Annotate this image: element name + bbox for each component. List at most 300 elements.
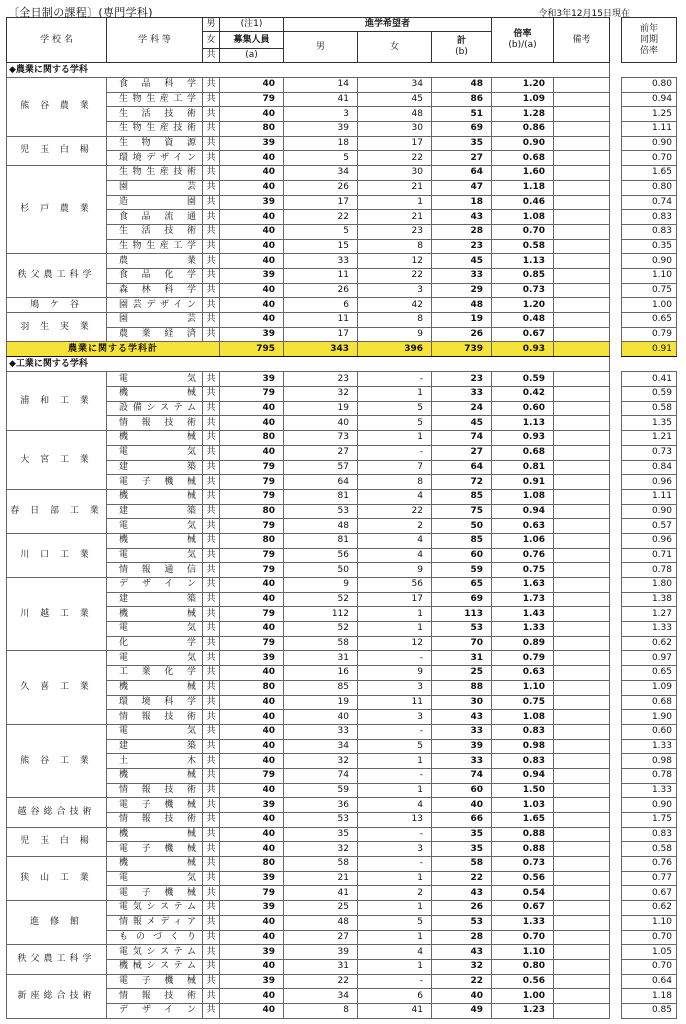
prev-ratio: 1.05 <box>622 945 677 960</box>
sex-type: 共 <box>203 195 220 210</box>
dept-name: 電気 <box>107 445 203 460</box>
total-count: 113 <box>432 607 492 622</box>
ratio-value: 1.06 <box>492 533 554 548</box>
ratio-value: 0.93 <box>492 431 554 446</box>
female-count: 42 <box>358 298 432 313</box>
ratio-value: 0.73 <box>492 283 554 298</box>
prev-ratio: 1.38 <box>622 592 677 607</box>
prev-row <box>622 901 677 916</box>
grand-total: 739 <box>432 342 492 357</box>
remarks-cell <box>554 210 610 225</box>
female-count: 2 <box>358 886 432 901</box>
capacity-value: 39 <box>220 195 284 210</box>
capacity-value: 40 <box>220 239 284 254</box>
total-count: 85 <box>432 489 492 504</box>
remarks-cell <box>554 78 610 93</box>
remarks-cell <box>554 563 610 578</box>
ratio-value: 0.94 <box>492 504 554 519</box>
capacity-value: 80 <box>220 504 284 519</box>
male-count: 27 <box>284 445 358 460</box>
capacity-value: 40 <box>220 78 284 93</box>
remarks-cell <box>554 372 610 387</box>
sex-type: 共 <box>203 989 220 1004</box>
ratio-value: 0.63 <box>492 519 554 534</box>
remarks-cell <box>554 739 610 754</box>
female-count: 9 <box>358 563 432 578</box>
ratio-value: 0.88 <box>492 827 554 842</box>
capacity-value: 39 <box>220 268 284 283</box>
prev-ratio: 0.85 <box>622 1003 677 1018</box>
table-row <box>7 901 610 916</box>
female-count: 1 <box>358 622 432 637</box>
prev-ratio: 0.90 <box>622 798 677 813</box>
prev-year-wrapper <box>621 17 677 1019</box>
table-row <box>7 136 610 151</box>
sex-type: 共 <box>203 578 220 593</box>
table-row <box>7 857 610 872</box>
female-count: 21 <box>358 180 432 195</box>
female-count: 41 <box>358 1003 432 1018</box>
female-count: 1 <box>358 387 432 402</box>
ratio-value: 1.43 <box>492 607 554 622</box>
school-name: 進 修 館 <box>7 901 107 945</box>
prev-ratio: 1.11 <box>622 122 677 137</box>
table-row <box>7 651 610 666</box>
sex-type: 共 <box>203 842 220 857</box>
male-count: 5 <box>284 224 358 239</box>
sex-type: 共 <box>203 710 220 725</box>
prev-ratio: 0.83 <box>622 210 677 225</box>
total-count: 32 <box>432 959 492 974</box>
dept-name: 情報通信 <box>107 563 203 578</box>
total-count: 45 <box>432 416 492 431</box>
remarks-cell <box>554 622 610 637</box>
sex-type: 共 <box>203 313 220 328</box>
prev-ratio: 0.96 <box>622 533 677 548</box>
male-count: 57 <box>284 460 358 475</box>
school-name: 羽 生 実 業 <box>7 313 107 342</box>
total-count: 75 <box>432 504 492 519</box>
prev-ratio: 1.90 <box>622 710 677 725</box>
total-count: 43 <box>432 886 492 901</box>
report-date: 令和3年12月15日現在 <box>538 9 630 19</box>
dept-name: 生物生産工学 <box>107 239 203 254</box>
prev-ratio: 0.62 <box>622 636 677 651</box>
total-count: 65 <box>432 578 492 593</box>
total-count: 30 <box>432 695 492 710</box>
sex-type: 共 <box>203 827 220 842</box>
remarks-cell <box>554 1003 610 1018</box>
total-count: 26 <box>432 901 492 916</box>
section-row <box>7 63 610 78</box>
male-count: 31 <box>284 959 358 974</box>
sex-type: 共 <box>203 431 220 446</box>
male-count: 81 <box>284 489 358 504</box>
male-count: 58 <box>284 857 358 872</box>
total-count: 31 <box>432 651 492 666</box>
prev-row <box>622 224 677 239</box>
female-count: 22 <box>358 268 432 283</box>
capacity-value: 79 <box>220 460 284 475</box>
remarks-cell <box>554 298 610 313</box>
remarks-cell <box>554 224 610 239</box>
dept-name: 機械 <box>107 489 203 504</box>
dept-name: 機械 <box>107 827 203 842</box>
prev-spacer-cell <box>622 63 677 78</box>
remarks-cell <box>554 959 610 974</box>
sex-type: 共 <box>203 739 220 754</box>
female-count: 7 <box>358 460 432 475</box>
total-count: 40 <box>432 798 492 813</box>
female-count: 45 <box>358 92 432 107</box>
prev-row <box>622 651 677 666</box>
prev-ratio: 1.00 <box>622 298 677 313</box>
female-count: 3 <box>358 710 432 725</box>
dept-name: 電気 <box>107 724 203 739</box>
female-count: 8 <box>358 313 432 328</box>
capacity-value: 40 <box>220 445 284 460</box>
capacity-value: 39 <box>220 798 284 813</box>
total-count: 26 <box>432 327 492 342</box>
table-row <box>7 724 610 739</box>
capacity-value: 79 <box>220 548 284 563</box>
dept-name: 建築 <box>107 592 203 607</box>
male-count: 41 <box>284 92 358 107</box>
table-row <box>7 974 610 989</box>
female-count: 1 <box>358 930 432 945</box>
sex-type: 共 <box>203 563 220 578</box>
prev-ratio: 0.70 <box>622 151 677 166</box>
male-count: 59 <box>284 783 358 798</box>
capacity-value: 40 <box>220 813 284 828</box>
prev-row <box>622 548 677 563</box>
prev-total-row <box>622 342 677 357</box>
remarks-cell <box>554 915 610 930</box>
total-count: 23 <box>432 372 492 387</box>
male-count: 22 <box>284 974 358 989</box>
school-name: 鳩 ケ 谷 <box>7 298 107 313</box>
section-title: ◆工業に関する学科 <box>7 357 610 372</box>
sex-type: 共 <box>203 783 220 798</box>
prev-ratio: 0.70 <box>622 930 677 945</box>
ratio-value: 0.88 <box>492 842 554 857</box>
prev-row <box>622 592 677 607</box>
prev-row <box>622 475 677 490</box>
prev-row <box>622 283 677 298</box>
total-label: 農業に関する学科計 <box>7 342 220 357</box>
male-count: 31 <box>284 651 358 666</box>
header-prev-1: 前年 <box>639 23 658 34</box>
header-remarks: 備考 <box>554 18 610 63</box>
sex-type: 共 <box>203 460 220 475</box>
male-count: 39 <box>284 945 358 960</box>
prev-row <box>622 92 677 107</box>
section-row <box>7 357 610 372</box>
total-count: 43 <box>432 210 492 225</box>
ratio-value: 0.91 <box>492 475 554 490</box>
prev-row <box>622 871 677 886</box>
dept-name: 生物資源 <box>107 136 203 151</box>
female-count: 4 <box>358 548 432 563</box>
male-count: 33 <box>284 724 358 739</box>
ratio-value: 1.13 <box>492 254 554 269</box>
prev-row <box>622 107 677 122</box>
total-count: 39 <box>432 739 492 754</box>
prev-ratio: 0.94 <box>622 92 677 107</box>
sex-type: 共 <box>203 959 220 974</box>
header-ratio <box>492 18 554 63</box>
male-count: 17 <box>284 327 358 342</box>
dept-name: 電子機械 <box>107 798 203 813</box>
total-count: 29 <box>432 283 492 298</box>
total-count: 33 <box>432 387 492 402</box>
total-count: 49 <box>432 1003 492 1018</box>
remarks-cell <box>554 122 610 137</box>
ratio-value: 0.73 <box>492 857 554 872</box>
dept-name: 電子機械 <box>107 842 203 857</box>
prev-row <box>622 519 677 534</box>
male-count: 48 <box>284 519 358 534</box>
male-count: 32 <box>284 387 358 402</box>
prev-ratio: 1.09 <box>622 680 677 695</box>
table-row <box>7 798 610 813</box>
capacity-value: 40 <box>220 166 284 181</box>
prev-row <box>622 372 677 387</box>
male-count: 17 <box>284 195 358 210</box>
remarks-cell <box>554 239 610 254</box>
capacity-value: 40 <box>220 1003 284 1018</box>
school-name: 熊 谷 工 業 <box>7 724 107 797</box>
sex-type: 共 <box>203 416 220 431</box>
table-row <box>7 578 610 593</box>
prev-ratio: 0.83 <box>622 224 677 239</box>
dept-name: 機械 <box>107 533 203 548</box>
ratio-value: 0.68 <box>492 445 554 460</box>
sex-type: 共 <box>203 754 220 769</box>
prev-row <box>622 578 677 593</box>
female-count: - <box>358 857 432 872</box>
prev-ratio: 0.98 <box>622 754 677 769</box>
remarks-cell <box>554 871 610 886</box>
total-row <box>7 342 610 357</box>
dept-name: 建築 <box>107 504 203 519</box>
total-count: 47 <box>432 180 492 195</box>
male-count: 50 <box>284 563 358 578</box>
sex-type: 共 <box>203 180 220 195</box>
ratio-value: 1.33 <box>492 622 554 637</box>
male-count: 27 <box>284 930 358 945</box>
female-count: 4 <box>358 533 432 548</box>
dept-name: 食品科学 <box>107 78 203 93</box>
header-ratio-label: 倍率 <box>513 29 532 39</box>
male-count: 26 <box>284 180 358 195</box>
female-count: - <box>358 445 432 460</box>
remarks-cell <box>554 504 610 519</box>
capacity-value: 40 <box>220 298 284 313</box>
dept-name: 園芸デザイン <box>107 298 203 313</box>
capacity-value: 40 <box>220 313 284 328</box>
prev-ratio: 0.70 <box>622 959 677 974</box>
prev-ratio: 1.33 <box>622 739 677 754</box>
sex-type: 共 <box>203 901 220 916</box>
sex-type: 共 <box>203 974 220 989</box>
remarks-cell <box>554 724 610 739</box>
sex-type: 共 <box>203 210 220 225</box>
prev-total-ratio: 0.91 <box>622 342 677 357</box>
capacity-value: 39 <box>220 372 284 387</box>
prev-row <box>622 460 677 475</box>
remarks-cell <box>554 180 610 195</box>
total-count: 69 <box>432 592 492 607</box>
female-count: 13 <box>358 813 432 828</box>
header-sex-female: 女 <box>203 32 220 49</box>
remarks-cell <box>554 475 610 490</box>
prev-row <box>622 886 677 901</box>
female-count: 12 <box>358 636 432 651</box>
sex-type: 共 <box>203 268 220 283</box>
remarks-cell <box>554 842 610 857</box>
male-count: 34 <box>284 989 358 1004</box>
ratio-value: 1.73 <box>492 592 554 607</box>
total-count: 88 <box>432 680 492 695</box>
ratio-value: 0.67 <box>492 901 554 916</box>
remarks-cell <box>554 651 610 666</box>
table-row <box>7 254 610 269</box>
header-total <box>432 32 492 63</box>
prev-ratio: 0.78 <box>622 768 677 783</box>
ratio-value: 1.33 <box>492 915 554 930</box>
prev-row <box>622 680 677 695</box>
prev-row <box>622 180 677 195</box>
prev-row <box>622 945 677 960</box>
remarks-cell <box>554 710 610 725</box>
remarks-cell <box>554 195 610 210</box>
ratio-value: 1.13 <box>492 416 554 431</box>
prev-row <box>622 254 677 269</box>
female-count: - <box>358 372 432 387</box>
male-count: 81 <box>284 533 358 548</box>
male-count: 11 <box>284 313 358 328</box>
prev-row <box>622 695 677 710</box>
remarks-cell <box>554 387 610 402</box>
remarks-cell <box>554 607 610 622</box>
dept-name: 生活技術 <box>107 224 203 239</box>
sex-type: 共 <box>203 945 220 960</box>
sex-type: 共 <box>203 1003 220 1018</box>
prev-ratio: 0.58 <box>622 401 677 416</box>
female-count: 9 <box>358 666 432 681</box>
remarks-cell <box>554 283 610 298</box>
prev-row <box>622 739 677 754</box>
sex-type: 共 <box>203 871 220 886</box>
table-row <box>7 533 610 548</box>
dept-name: デザイン <box>107 578 203 593</box>
female-count: 1 <box>358 195 432 210</box>
ratio-value: 0.70 <box>492 930 554 945</box>
male-count: 52 <box>284 592 358 607</box>
male-count: 33 <box>284 254 358 269</box>
capacity-value: 80 <box>220 857 284 872</box>
ratio-value: 1.50 <box>492 783 554 798</box>
capacity-value: 40 <box>220 210 284 225</box>
ratio-value: 0.76 <box>492 548 554 563</box>
ratio-value: 1.08 <box>492 210 554 225</box>
remarks-cell <box>554 886 610 901</box>
main-table-wrapper <box>6 17 609 1019</box>
male-count: 9 <box>284 578 358 593</box>
male-count: 5 <box>284 151 358 166</box>
section-title: ◆農業に関する学科 <box>7 63 610 78</box>
prev-ratio: 0.41 <box>622 372 677 387</box>
female-count: 4 <box>358 945 432 960</box>
female-count: 48 <box>358 107 432 122</box>
dept-name: 電気 <box>107 372 203 387</box>
male-count: 25 <box>284 901 358 916</box>
school-name: 秩父農工科学 <box>7 254 107 298</box>
total-count: 48 <box>432 78 492 93</box>
female-count: 3 <box>358 842 432 857</box>
male-count: 14 <box>284 78 358 93</box>
dept-name: 電気システム <box>107 901 203 916</box>
capacity-value: 79 <box>220 768 284 783</box>
prev-ratio: 0.74 <box>622 195 677 210</box>
header-ratio-sub: (b)/(a) <box>508 40 537 50</box>
table-row <box>7 489 610 504</box>
remarks-cell <box>554 401 610 416</box>
sex-type: 共 <box>203 401 220 416</box>
dept-name: 機械 <box>107 387 203 402</box>
ratio-value: 0.80 <box>492 959 554 974</box>
prev-row <box>622 1003 677 1018</box>
sex-type: 共 <box>203 548 220 563</box>
dept-name: 電気 <box>107 622 203 637</box>
prev-ratio: 1.25 <box>622 107 677 122</box>
prev-row <box>622 166 677 181</box>
prev-row <box>622 504 677 519</box>
capacity-total: 795 <box>220 342 284 357</box>
capacity-value: 79 <box>220 475 284 490</box>
female-count: 5 <box>358 739 432 754</box>
ratio-value: 1.10 <box>492 680 554 695</box>
prev-ratio: 0.59 <box>622 387 677 402</box>
table-row <box>7 431 610 446</box>
total-count: 53 <box>432 915 492 930</box>
capacity-value: 40 <box>220 107 284 122</box>
remarks-cell <box>554 489 610 504</box>
sex-type: 共 <box>203 651 220 666</box>
total-count: 86 <box>432 92 492 107</box>
female-count: 1 <box>358 754 432 769</box>
ratio-value: 1.20 <box>492 298 554 313</box>
table-row <box>7 945 610 960</box>
male-count: 52 <box>284 622 358 637</box>
prev-ratio: 1.33 <box>622 783 677 798</box>
remarks-cell <box>554 680 610 695</box>
total-count: 28 <box>432 930 492 945</box>
header-capacity: 募集人員 <box>220 32 284 49</box>
prev-ratio: 0.90 <box>622 504 677 519</box>
sex-type: 共 <box>203 622 220 637</box>
prev-row <box>622 607 677 622</box>
ratio-value: 0.70 <box>492 224 554 239</box>
header-note: (注1) <box>220 18 284 32</box>
total-count: 66 <box>432 813 492 828</box>
ratio-value: 1.28 <box>492 107 554 122</box>
ratio-value: 0.56 <box>492 871 554 886</box>
dept-name: 建築 <box>107 739 203 754</box>
female-count: 5 <box>358 416 432 431</box>
total-count: 35 <box>432 136 492 151</box>
